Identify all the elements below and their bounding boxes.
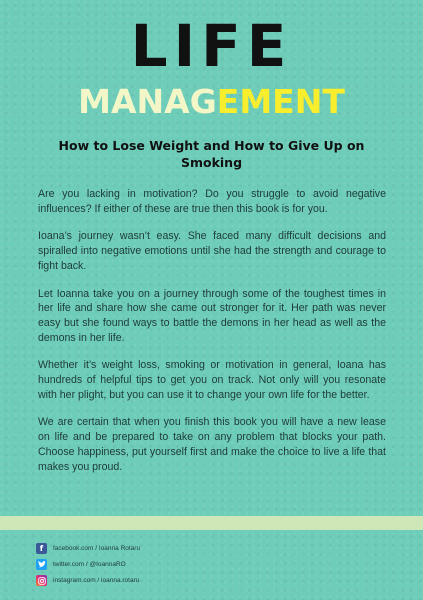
blurb-paragraph: Whether it’s weight loss, smoking or motivation in general, Ioana has hundreds of helpful tips to get you on track. Not only will you resonate with her plight, but you can use it to change your own life for the better. — [38, 359, 386, 401]
twitter-icon — [36, 559, 47, 570]
blurb — [38, 187, 386, 487]
social-twitter[interactable] — [36, 558, 140, 571]
title-management — [0, 82, 423, 122]
blurb-paragraph: We are certain that when you finish this book you will have a new lease on life and be prepared to take on any problem that blocks your path. Choose happiness, put yourself first and make the choice to live a life that makes you proud. — [38, 416, 386, 473]
instagram-icon — [36, 575, 47, 586]
title-management-part1: MANAG — [78, 82, 217, 121]
decorative-band — [0, 516, 423, 530]
social-instagram[interactable] — [36, 574, 140, 587]
social-links — [36, 542, 140, 590]
title-management-part2: EMENT — [216, 82, 345, 121]
title-life: LIFE — [130, 12, 293, 80]
facebook-handle: facebook.com / Ioanna Rotaru — [53, 545, 141, 552]
facebook-icon: f — [36, 543, 47, 554]
instagram-handle: instagram.com / ioanna.rotaru — [53, 577, 140, 584]
blurb-paragraph: Let Ioanna take you on a journey through some of the toughest times in her life and share how she came out stronger for it. Her path was never easy but she found ways to battle the demons in her head as well as the demons in her life. — [38, 287, 386, 344]
twitter-handle: twitter.com / @IoannaRO — [53, 561, 126, 568]
blurb-paragraph: Are you lacking in motivation? Do you struggle to avoid negative influences? If either of these are true then this book is for you. — [38, 188, 386, 215]
subtitle: How to Lose Weight and How to Give Up on Smoking — [58, 138, 365, 170]
social-facebook[interactable] — [36, 542, 140, 555]
blurb-paragraph: Ioana’s journey wasn’t easy. She faced many difficult decisions and spiralled into negative emotions until she had the strength and courage to fight back. — [38, 230, 386, 272]
